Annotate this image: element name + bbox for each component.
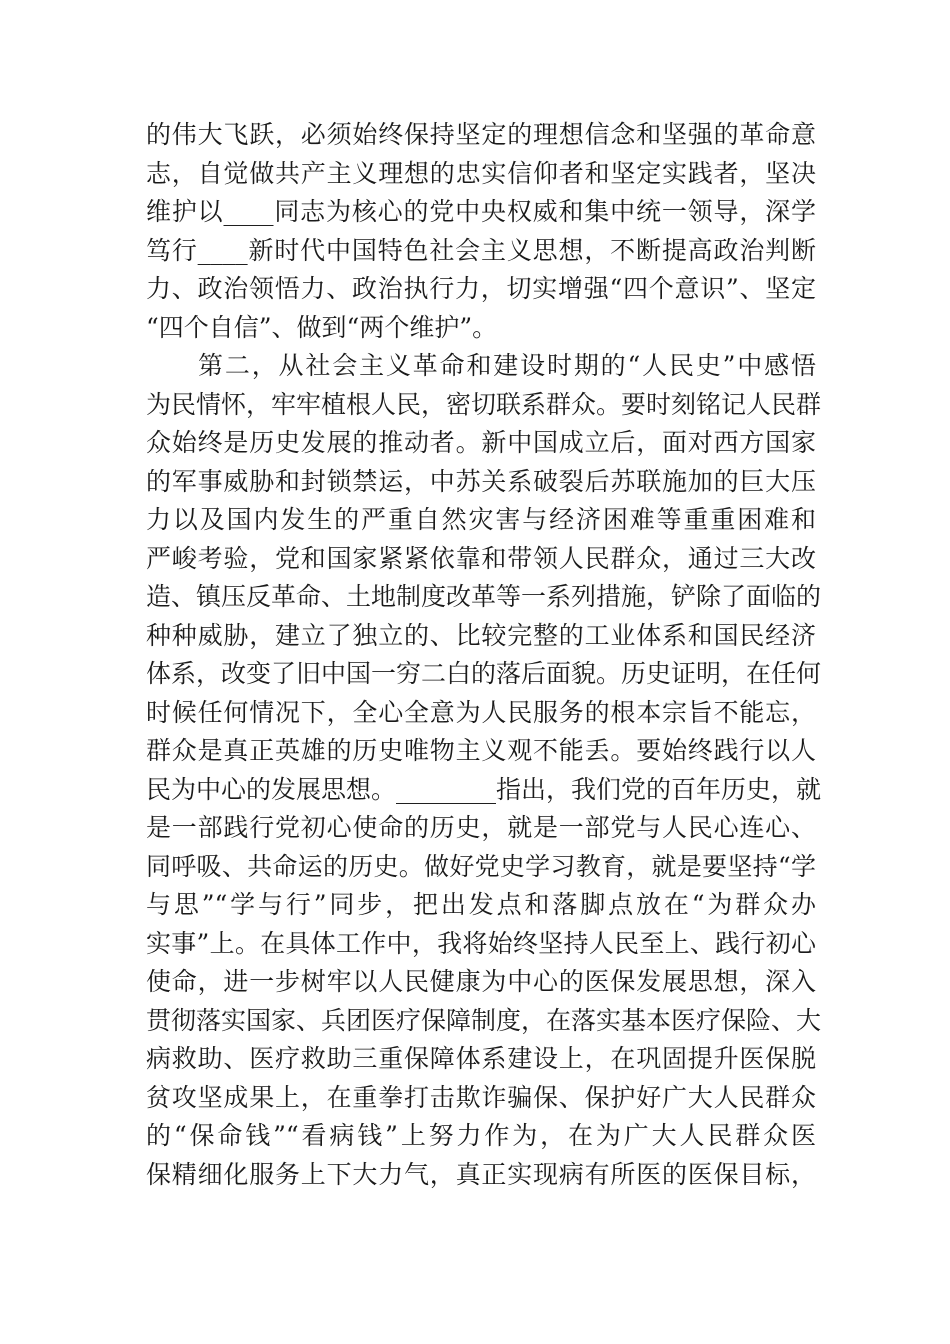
text-line: 笃行____新时代中国特色社会主义思想，不断提高政治判断 <box>146 235 816 265</box>
text-line: 维护以____同志为核心的党中央权威和集中统一领导，深学 <box>146 197 816 226</box>
text-line: 的“保命钱”“看病钱”上努力作为，在为广大人民群众医 <box>146 1121 816 1150</box>
text-line: 实事”上。在具体工作中，我将始终坚持人民至上、践行初心 <box>146 928 816 958</box>
paragraph-first-line: 第二，从社会主义革命和建设时期的“人民史”中感悟 <box>198 351 816 380</box>
text-line: 志，自觉做共产主义理想的忠实信仰者和坚定实践者，坚决 <box>146 158 816 188</box>
text-line: 的伟大飞跃，必须始终保持坚定的理想信念和坚强的革命意 <box>146 120 816 149</box>
text-line: 体系，改变了旧中国一穷二白的落后面貌。历史证明，在任何 <box>146 659 822 688</box>
text-line: 民为中心的发展思想。________指出，我们党的百年历史，就 <box>146 774 822 804</box>
text-line: 保精细化服务上下大力气，真正实现病有所医的医保目标， <box>146 1159 816 1189</box>
text-line: 时候任何情况下，全心全意为人民服务的根本宗旨不能忘， <box>146 697 816 727</box>
text-line: 造、镇压反革命、土地制度改革等一系列措施，铲除了面临的 <box>146 582 822 611</box>
text-line: “四个自信”、做到“两个维护”。 <box>146 312 498 342</box>
text-line: 种种威胁，建立了独立的、比较完整的工业体系和国民经济 <box>146 620 816 650</box>
text-line: 贫攻坚成果上，在重拳打击欺诈骗保、保护好广大人民群众 <box>146 1082 816 1112</box>
text-line: 的军事威胁和封锁禁运，中苏关系破裂后苏联施加的巨大压 <box>146 466 816 496</box>
text-line: 为民情怀，牢牢植根人民，密切联系群众。要时刻铭记人民群 <box>146 389 822 419</box>
text-line: 力、政治领悟力、政治执行力，切实增强“四个意识”、坚定 <box>146 274 816 303</box>
text-line: 群众是真正英雄的历史唯物主义观不能丢。要始终践行以人 <box>146 736 816 765</box>
text-line: 使命，进一步树牢以人民健康为中心的医保发展思想，深入 <box>146 967 816 996</box>
text-line: 是一部践行党初心使命的历史，就是一部党与人民心连心、 <box>146 813 816 842</box>
body-text <box>146 116 822 1194</box>
text-line: 病救助、医疗救助三重保障体系建设上，在巩固提升医保脱 <box>146 1044 816 1073</box>
text-line: 众始终是历史发展的推动者。新中国成立后，面对西方国家 <box>146 428 816 457</box>
text-line: 与思”“学与行”同步，把出发点和落脚点放在“为群众办 <box>146 890 816 919</box>
text-line: 力以及国内发生的严重自然灾害与经济困难等重重困难和 <box>146 505 816 534</box>
text-line: 贯彻落实国家、兵团医疗保障制度，在落实基本医疗保险、大 <box>146 1005 822 1035</box>
text-line: 严峻考验，党和国家紧紧依靠和带领人民群众，通过三大改 <box>146 543 816 573</box>
text-line: 同呼吸、共命运的历史。做好党史学习教育，就是要坚持“学 <box>146 851 816 881</box>
